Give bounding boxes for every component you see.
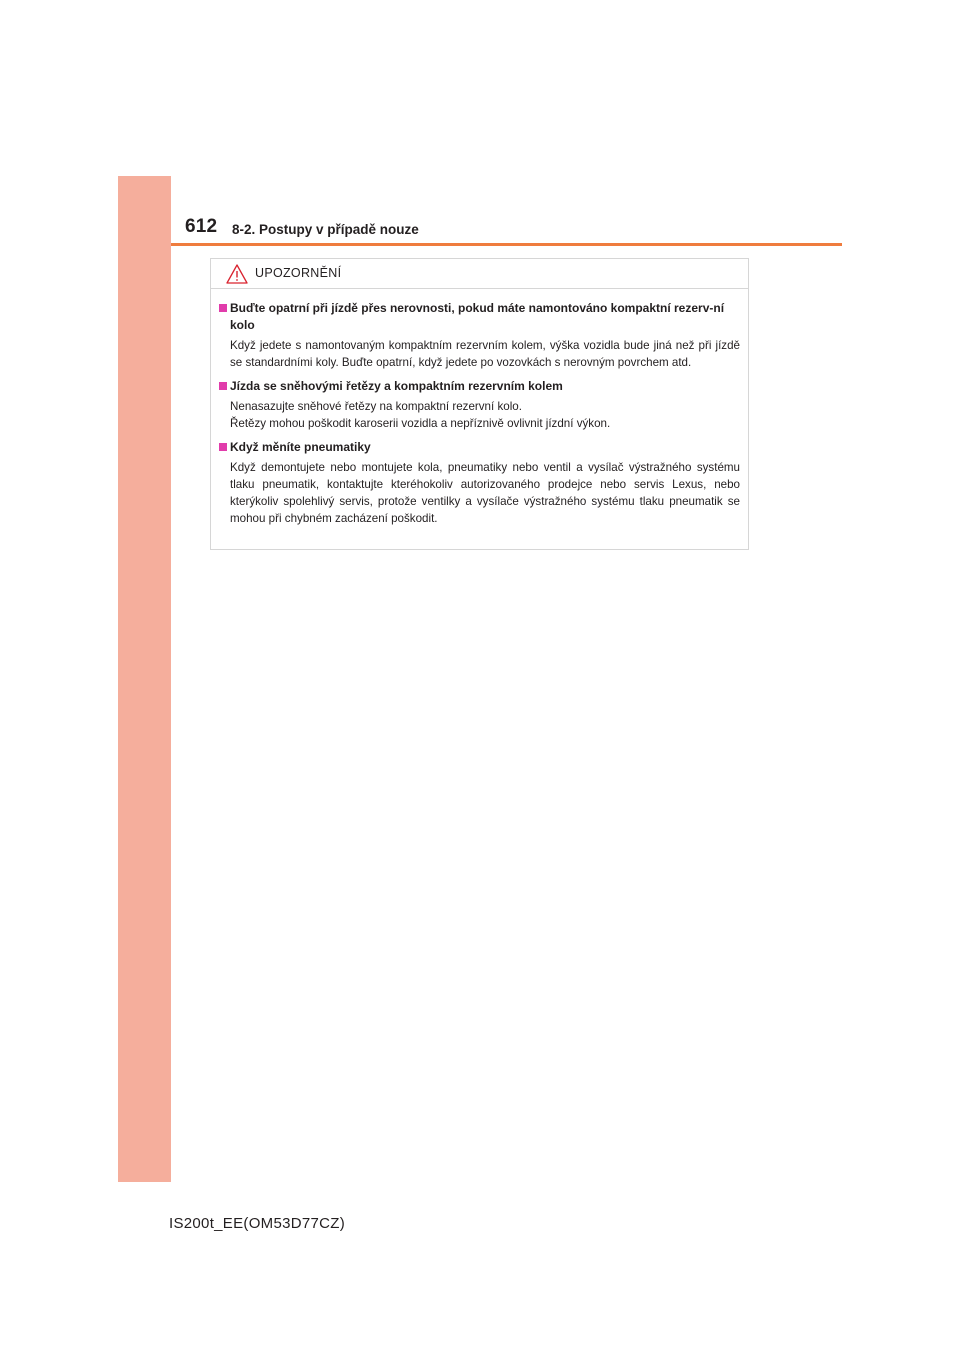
header-rule: [171, 243, 842, 246]
warning-item: [219, 439, 740, 527]
warning-box: [210, 258, 749, 550]
warning-item-title: Když měníte pneumatiky: [219, 439, 740, 456]
warning-item: [219, 378, 740, 432]
square-bullet-icon: [219, 443, 227, 451]
square-bullet-icon: [219, 304, 227, 312]
warning-item-text: Když jedete s namontovaným kompaktním rezervním kolem, výška vozidla bude jiná než při jízdě se standardními koly. Buďte opatrní, když jedete po vozovkách s nerovným povrchem atd.: [230, 339, 740, 369]
warning-header: [211, 259, 748, 289]
chapter-side-tab: [118, 176, 171, 1182]
warning-item-title: Buďte opatrní při jízdě přes nerovnosti, pokud máte namontováno kompaktní rezerv-ní kolo: [219, 300, 740, 334]
warning-item-title: Jízda se sněhovými řetězy a kompaktním rezervním kolem: [219, 378, 740, 395]
warning-label: UPOZORNĚNÍ: [255, 266, 342, 280]
page-number: 612: [185, 216, 218, 237]
square-bullet-icon: [219, 382, 227, 390]
warning-triangle-icon: [226, 264, 248, 284]
warning-item: [219, 300, 740, 371]
warning-item-text: Řetězy mohou poškodit karoserii vozidla a nepříznivě ovlivnit jízdní výkon.: [230, 417, 611, 430]
warning-body: [211, 289, 748, 527]
warning-item-text: Nenasazujte sněhové řetězy na kompaktní rezervní kolo.: [230, 400, 522, 413]
document-code: IS200t_EE(OM53D77CZ): [169, 1215, 346, 1232]
warning-item-text: Když demontujete nebo montujete kola, pneumatiky nebo ventil a vysílač výstražného systému tlaku pneumatik, kontaktujte kteréhokoliv autorizovaného prodejce nebo servis Lexus, nebo kterýkoliv spolehlivý servis, protože ventilky a vysílače výstražného systému tlaku pneumatik se mohou při chybném zacházení poškodit.: [230, 461, 740, 525]
section-title: 8-2. Postupy v případě nouze: [232, 222, 419, 237]
